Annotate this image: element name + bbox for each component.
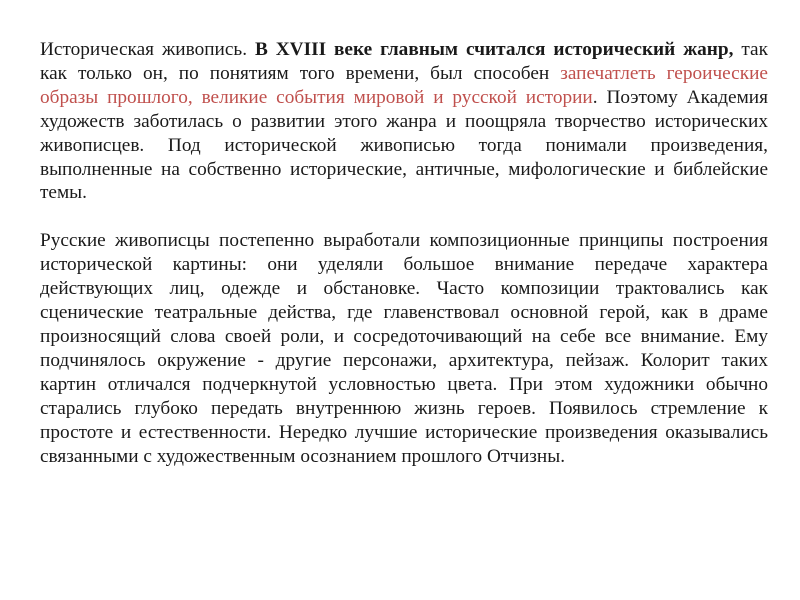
- slide-text-body: [40, 38, 768, 468]
- paragraph1-ending: . Поэтому Академия художеств заботилась о развитии этого жанра и поощряла творчество исторических живописцев. Под исторической живописью тогда понимали произведения, выполненные на собственно исторические, античные, мифологические и библейские темы.: [40, 86, 768, 204]
- paragraph-historical-painting: [40, 38, 768, 205]
- paragraph1-bold-statement: В XVIII веке главным считался исторический жанр,: [254, 39, 734, 60]
- paragraph1-red-phrase: запечатлеть героические образы прошлого, великие события мировой и русской истории: [40, 62, 768, 108]
- paragraph1-middle: так как только он, по понятиям того времени, был способен: [40, 39, 768, 84]
- paragraph-russian-painters: Русские живописцы постепенно выработали композиционные принципы построения исторической картины: они уделяли большое внимание передаче характера действующих лиц, одежде и обстановке. Часто композиции трактовались как сценические театральные действа, где главенствовал основной герой, как в драме произносящий слова своей роли, и сосредоточивающий на себе все внимание. Ему подчинялось окружение - другие персонажи, архитектура, пейзаж. Колорит таких картин отличался подчеркнутой условностью цвета. При этом художники обычно старались глубоко передать внутреннюю жизнь героев. Появилось стремление к простоте и естественности. Нередко лучшие исторические произведения оказывались связанными с художественным осознанием прошлого Отчизны.: [40, 230, 768, 467]
- paragraph1-intro: Историческая живопись.: [40, 39, 255, 60]
